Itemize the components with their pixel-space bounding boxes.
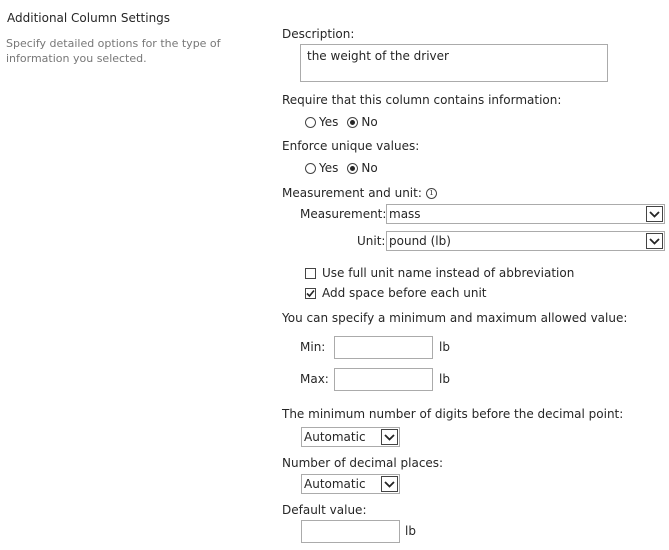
- add-space-checkbox[interactable]: [305, 288, 316, 299]
- require-yes-radio[interactable]: [305, 117, 316, 128]
- add-space-option: [305, 286, 487, 300]
- section-description: Specify detailed options for the type of information you selected.: [6, 37, 221, 65]
- default-value-label: Default value:: [282, 503, 367, 517]
- description-textarea[interactable]: the weight of the driver: [300, 44, 608, 82]
- section-title: Additional Column Settings: [7, 11, 171, 25]
- default-value-unit: lb: [405, 524, 416, 538]
- max-input[interactable]: [334, 368, 433, 391]
- max-unit: lb: [439, 372, 450, 386]
- chevron-down-icon[interactable]: [381, 476, 398, 492]
- measurement-unit-label: Measurement and unit:: [282, 186, 422, 200]
- checkmark-icon: [306, 289, 315, 298]
- chevron-down-icon[interactable]: [646, 233, 663, 249]
- require-no-radio[interactable]: [347, 117, 358, 128]
- decimal-places-select[interactable]: [301, 474, 400, 494]
- unit-label: Unit:: [357, 234, 386, 248]
- unique-no-radio[interactable]: [347, 163, 358, 174]
- info-icon[interactable]: i: [426, 188, 437, 199]
- measurement-label: Measurement:: [300, 207, 387, 221]
- min-unit: lb: [439, 340, 450, 354]
- full-unit-name-option: [305, 266, 574, 280]
- unit-value: pound (lb): [389, 234, 451, 248]
- default-value-input[interactable]: [301, 520, 400, 543]
- unique-label: Enforce unique values:: [282, 139, 420, 153]
- min-digits-label: The minimum number of digits before the decimal point:: [282, 407, 624, 421]
- require-no-label[interactable]: No: [361, 115, 378, 129]
- min-digits-select[interactable]: [301, 427, 400, 447]
- require-label: Require that this column contains information:: [282, 93, 562, 107]
- full-unit-name-checkbox[interactable]: [305, 268, 316, 279]
- measurement-value: mass: [389, 207, 421, 221]
- add-space-label[interactable]: Add space before each unit: [322, 286, 487, 300]
- full-unit-name-label[interactable]: Use full unit name instead of abbreviation: [322, 266, 575, 280]
- decimal-places-label: Number of decimal places:: [282, 456, 444, 470]
- require-radio-group: [305, 115, 384, 129]
- require-yes-label[interactable]: Yes: [319, 115, 339, 129]
- max-label: Max:: [300, 372, 329, 386]
- chevron-down-icon[interactable]: [381, 429, 398, 445]
- unique-no-label[interactable]: No: [361, 161, 378, 175]
- measurement-unit-heading: [282, 186, 437, 200]
- chevron-down-icon[interactable]: [646, 206, 663, 222]
- unique-yes-label[interactable]: Yes: [319, 161, 339, 175]
- unique-radio-group: [305, 161, 384, 175]
- min-max-label: You can specify a minimum and maximum allowed value:: [282, 311, 628, 325]
- min-input[interactable]: [334, 336, 433, 359]
- unit-select[interactable]: [386, 231, 665, 251]
- unique-yes-radio[interactable]: [305, 163, 316, 174]
- min-digits-value: Automatic: [304, 430, 366, 444]
- min-label: Min:: [300, 340, 326, 354]
- measurement-select[interactable]: [386, 204, 665, 224]
- description-label: Description:: [282, 27, 355, 41]
- decimal-places-value: Automatic: [304, 477, 366, 491]
